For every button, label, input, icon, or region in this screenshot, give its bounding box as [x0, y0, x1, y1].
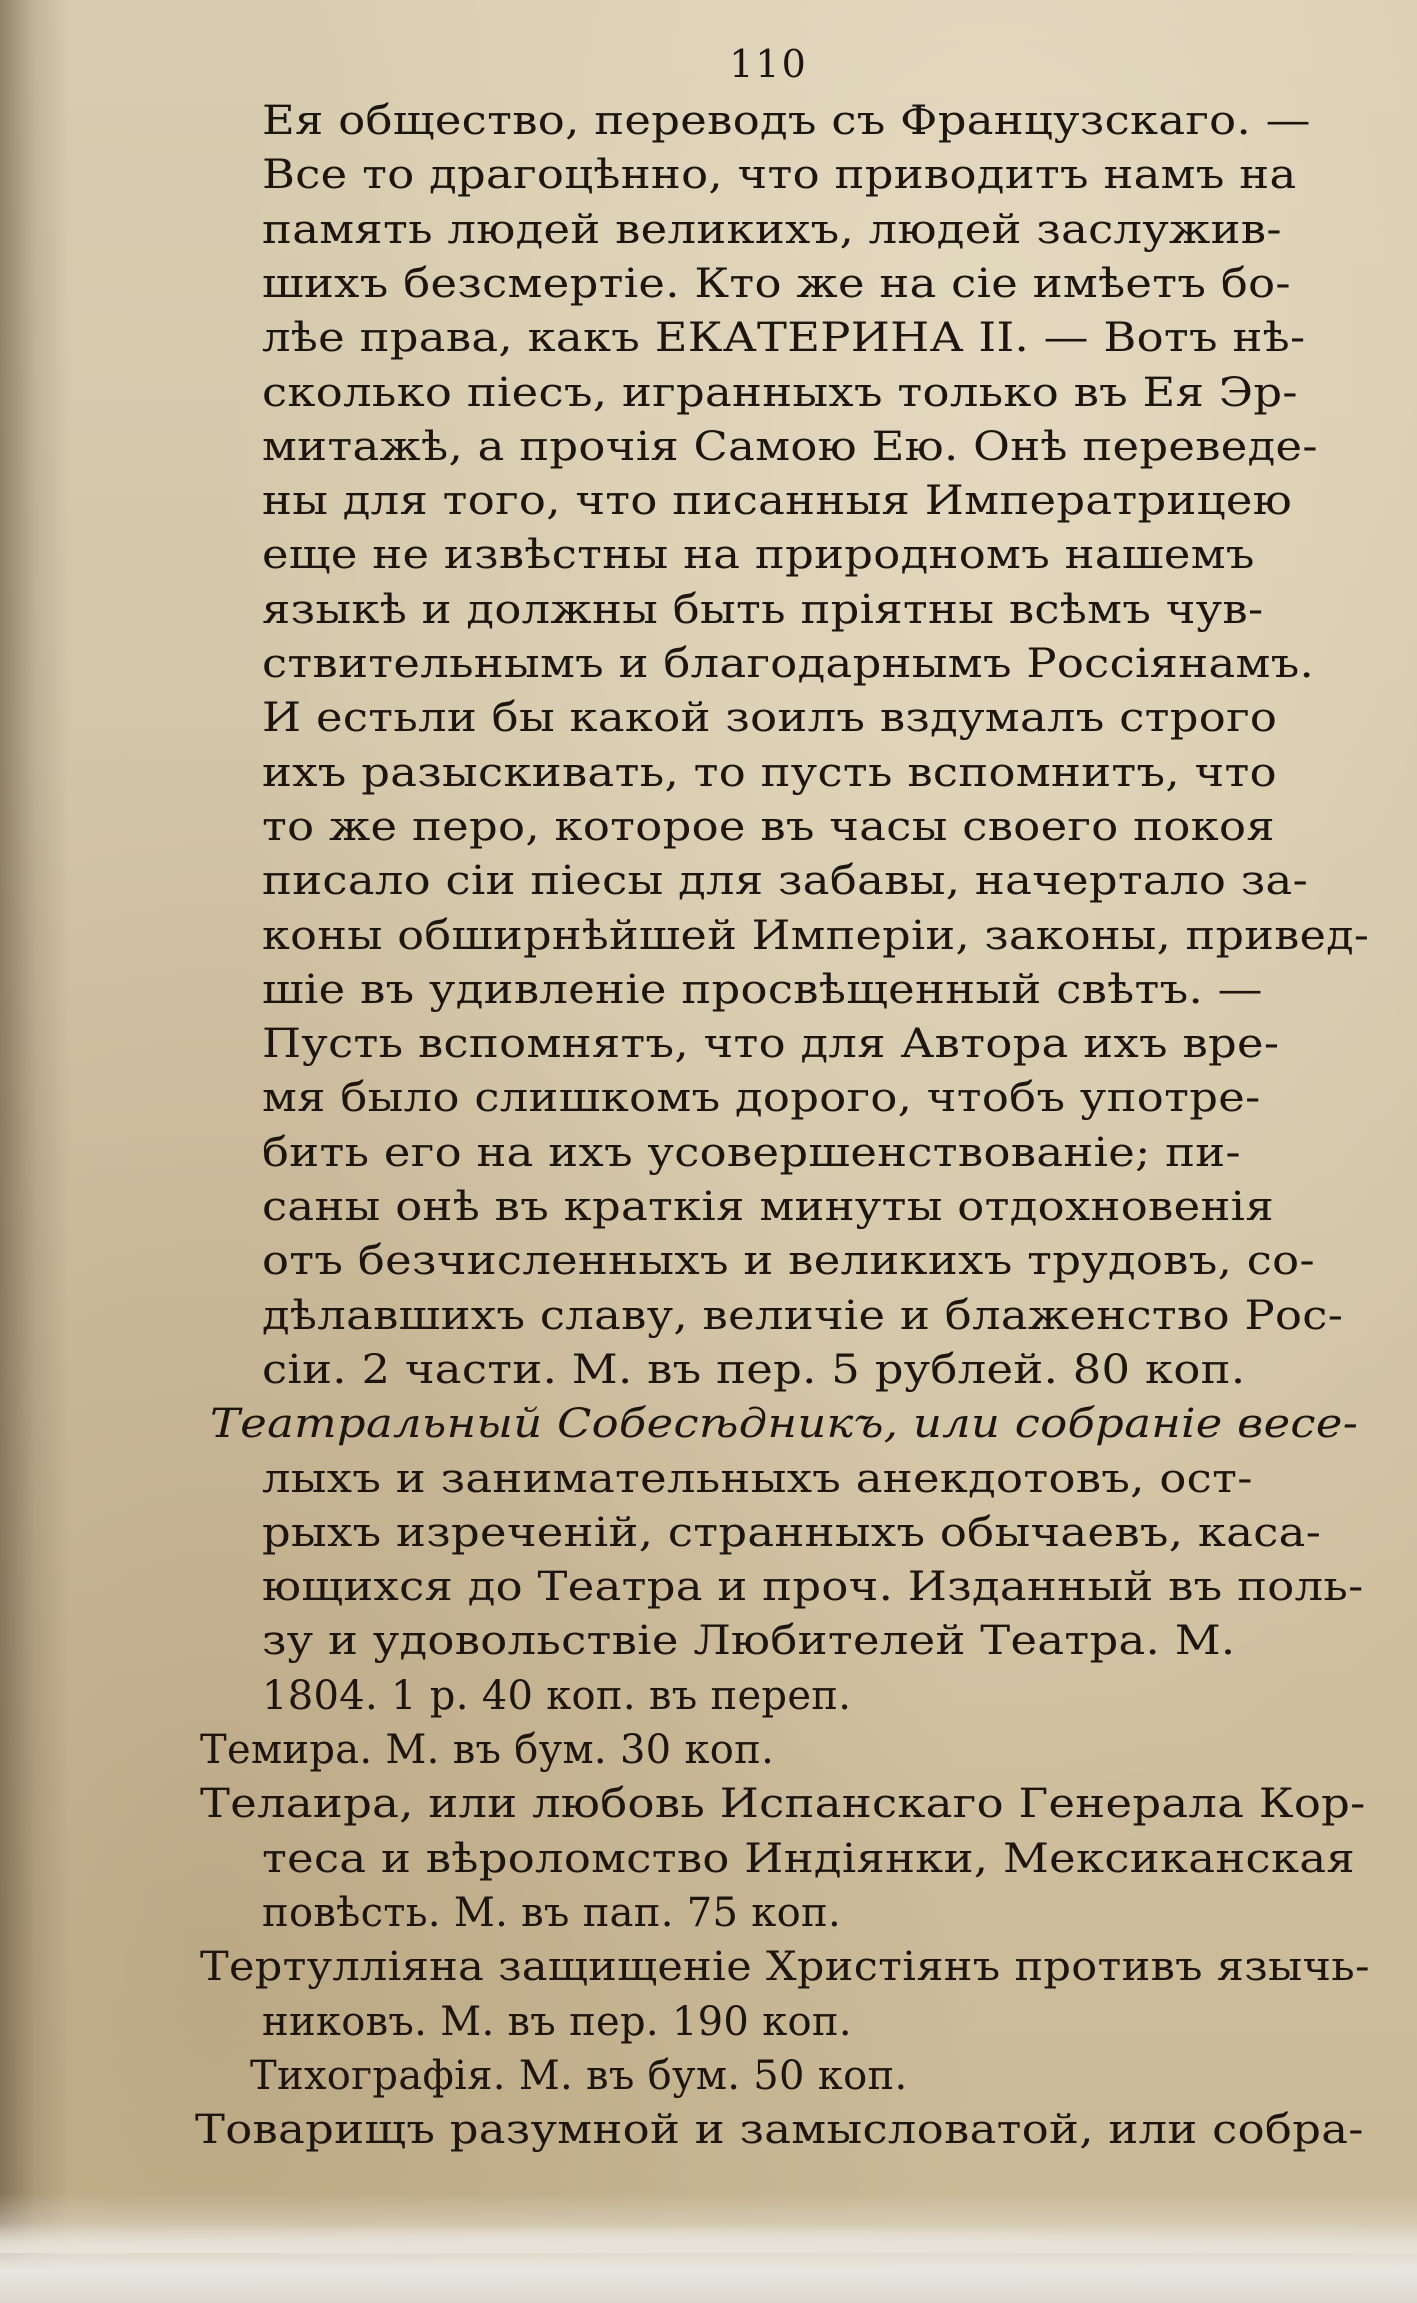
- text-line: отъ безчисленныхъ и великихъ трудовъ, со-: [262, 1238, 1315, 1285]
- text-line: ствительнымъ и благодарнымъ Россіянамъ.: [262, 641, 1315, 687]
- text-line: шихъ безсмертіе. Кто же на сіе имѣетъ бо-: [262, 260, 1291, 307]
- text-line: саны онѣ въ краткія минуты отдохновенія: [262, 1184, 1274, 1230]
- text-line: то же перо, которое въ часы своего покоя: [262, 803, 1275, 850]
- text-line: Темира. М. въ бум. 30 коп.: [200, 1727, 775, 1773]
- text-line: 1804. 1 р. 40 коп. въ переп.: [262, 1672, 852, 1719]
- text-line: ны для того, что писанныя Императрицею: [262, 478, 1293, 525]
- text-line: ихъ разыскивать, то пусть вспомнитъ, что: [262, 749, 1277, 796]
- page-number: 110: [729, 42, 808, 86]
- text-line: языкѣ и должны быть пріятны всѣмъ чув-: [262, 586, 1264, 633]
- text-line: митажѣ, а прочія Самою Ею. Онѣ переведе-: [262, 423, 1318, 470]
- text-line: рыхъ изреченій, странныхъ обычаевъ, каса-: [262, 1509, 1322, 1556]
- text-line: память людей великихъ, людей заслужив-: [262, 206, 1282, 253]
- text-line: повѣсть. М. въ пап. 75 коп.: [262, 1889, 841, 1936]
- text-line: шіе въ удивленіе просвѣщенный свѣтъ. —: [262, 966, 1263, 1013]
- text-line: сіи. 2 части. М. въ пер. 5 рублей. 80 коп.: [262, 1346, 1246, 1393]
- text-line: Телаира, или любовь Испанскаго Генерала Кор-: [200, 1781, 1366, 1828]
- text-line: Театральный Собесѣдникъ, или собраніе весе-: [210, 1401, 1359, 1448]
- text-line: никовъ. М. въ пер. 190 коп.: [262, 1998, 852, 2045]
- text-line: ющихся до Театра и проч. Изданный въ поль-: [262, 1564, 1364, 1611]
- text-line: Ея общество, переводъ съ Французскаго. —: [262, 98, 1311, 144]
- text-line: дѣлавшихъ славу, величіе и блаженство Рос-: [262, 1292, 1344, 1339]
- text-line: бить его на ихъ усовершенствованіе; пи-: [262, 1129, 1241, 1176]
- text-line: И естьли бы какой зоилъ вздумалъ строго: [262, 695, 1278, 742]
- text-line: сколько піесъ, игранныхъ только въ Ея Эр-: [262, 369, 1298, 416]
- text-line: Тертулліяна защищеніе Христіянъ противъ язычь-: [200, 1944, 1370, 1991]
- text-line: Товарищъ разумной и замысловатой, или собра-: [195, 2107, 1364, 2154]
- text-line: Тихографія. М. въ бум. 50 коп.: [250, 2052, 908, 2099]
- text-line: еще не извѣстны на природномъ нашемъ: [262, 532, 1255, 579]
- text-line: писало сіи піесы для забавы, начертало за-: [262, 858, 1309, 905]
- text-line: теса и вѣроломство Индіянки, Мексиканская: [262, 1835, 1355, 1882]
- text-line: мя было слишкомъ дорого, чтобъ употре-: [262, 1075, 1261, 1122]
- text-line: Все то драгоцѣнно, что приводитъ намъ на: [262, 152, 1297, 199]
- binding-shadow: [0, 0, 70, 2303]
- text-line: Пусть вспомнятъ, что для Автора ихъ вре-: [262, 1021, 1280, 1068]
- text-line: лѣе права, какъ ЕКАТЕРИНА II. — Вотъ нѣ-: [262, 315, 1306, 362]
- text-line: зу и удовольствіе Любителей Театра. М.: [262, 1618, 1236, 1665]
- text-line: лыхъ и занимательныхъ анекдотовъ, ост-: [262, 1455, 1253, 1502]
- torn-page-edge: [0, 2193, 1417, 2303]
- text-line: коны обширнѣйшей Имперіи, законы, привед-: [262, 912, 1370, 959]
